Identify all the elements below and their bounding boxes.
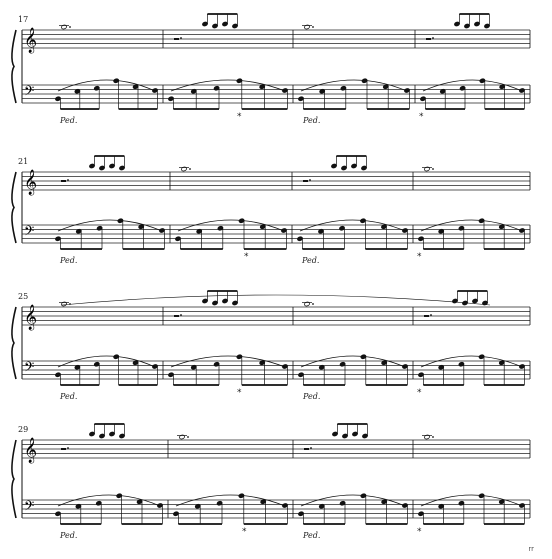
rest bbox=[61, 180, 66, 182]
bass-clef: 𝄢 bbox=[24, 223, 35, 242]
pedal-mark: Ped. bbox=[60, 531, 78, 540]
bass-clef: 𝄢 bbox=[24, 359, 35, 378]
pedal-mark: Ped. bbox=[60, 256, 78, 265]
pedal-mark: Ped. bbox=[60, 116, 78, 125]
brace bbox=[12, 307, 16, 379]
rest bbox=[61, 448, 66, 450]
brace bbox=[12, 440, 16, 518]
dot bbox=[312, 303, 314, 305]
dot bbox=[432, 436, 434, 438]
pedal-release: * bbox=[417, 388, 422, 398]
pedal-release: * bbox=[417, 252, 422, 262]
bass-clef: 𝄢 bbox=[24, 83, 35, 102]
system-2 bbox=[12, 156, 530, 265]
treble-clef: 𝄞 bbox=[24, 28, 38, 53]
bass-clef: 𝄢 bbox=[24, 498, 35, 517]
note-head bbox=[424, 434, 430, 439]
pedal-release: * bbox=[417, 527, 422, 537]
rest bbox=[424, 315, 429, 317]
pedal-release: * bbox=[237, 112, 242, 122]
treble-clef: 𝄞 bbox=[24, 438, 38, 463]
pedal-release: * bbox=[237, 388, 242, 398]
note-head bbox=[424, 166, 430, 171]
pedal-mark: Ped. bbox=[60, 392, 78, 401]
pedal-mark: Ped. bbox=[303, 531, 321, 540]
dot bbox=[67, 179, 69, 181]
note-head bbox=[61, 301, 67, 306]
pedal-mark: Ped. bbox=[303, 116, 321, 125]
note-head bbox=[179, 434, 185, 439]
note-head bbox=[181, 166, 187, 171]
dot bbox=[189, 168, 191, 170]
measure-number: 25 bbox=[18, 292, 29, 301]
rest bbox=[174, 315, 179, 317]
dot bbox=[180, 314, 182, 316]
measure-number: 17 bbox=[18, 15, 29, 24]
treble-clef: 𝄞 bbox=[24, 305, 38, 330]
dot bbox=[312, 26, 314, 28]
dot bbox=[309, 179, 311, 181]
dot bbox=[67, 447, 69, 449]
dot bbox=[180, 37, 182, 39]
pedal-mark: Ped. bbox=[302, 256, 320, 265]
pedal-release: * bbox=[419, 112, 424, 122]
measure-number: 21 bbox=[18, 157, 29, 166]
system-4 bbox=[12, 424, 530, 540]
system-3 bbox=[12, 291, 530, 401]
note-head bbox=[304, 24, 310, 29]
pedal-release: * bbox=[244, 252, 249, 262]
rest bbox=[304, 448, 309, 450]
brace bbox=[12, 30, 16, 103]
dot bbox=[430, 314, 432, 316]
dot bbox=[310, 447, 312, 449]
treble-slur bbox=[62, 295, 490, 305]
corner-mark: rr bbox=[528, 545, 534, 553]
note-head bbox=[61, 24, 67, 29]
rest bbox=[426, 38, 431, 40]
note-head bbox=[304, 301, 310, 306]
brace bbox=[12, 172, 16, 243]
pedal-mark: Ped. bbox=[303, 392, 321, 401]
measure-number: 29 bbox=[18, 425, 29, 434]
rest bbox=[303, 180, 308, 182]
system-1 bbox=[12, 14, 530, 125]
dot bbox=[432, 37, 434, 39]
dot bbox=[432, 168, 434, 170]
treble-clef: 𝄞 bbox=[24, 170, 38, 195]
pedal-release: * bbox=[242, 527, 247, 537]
rest bbox=[174, 38, 179, 40]
dot bbox=[187, 436, 189, 438]
